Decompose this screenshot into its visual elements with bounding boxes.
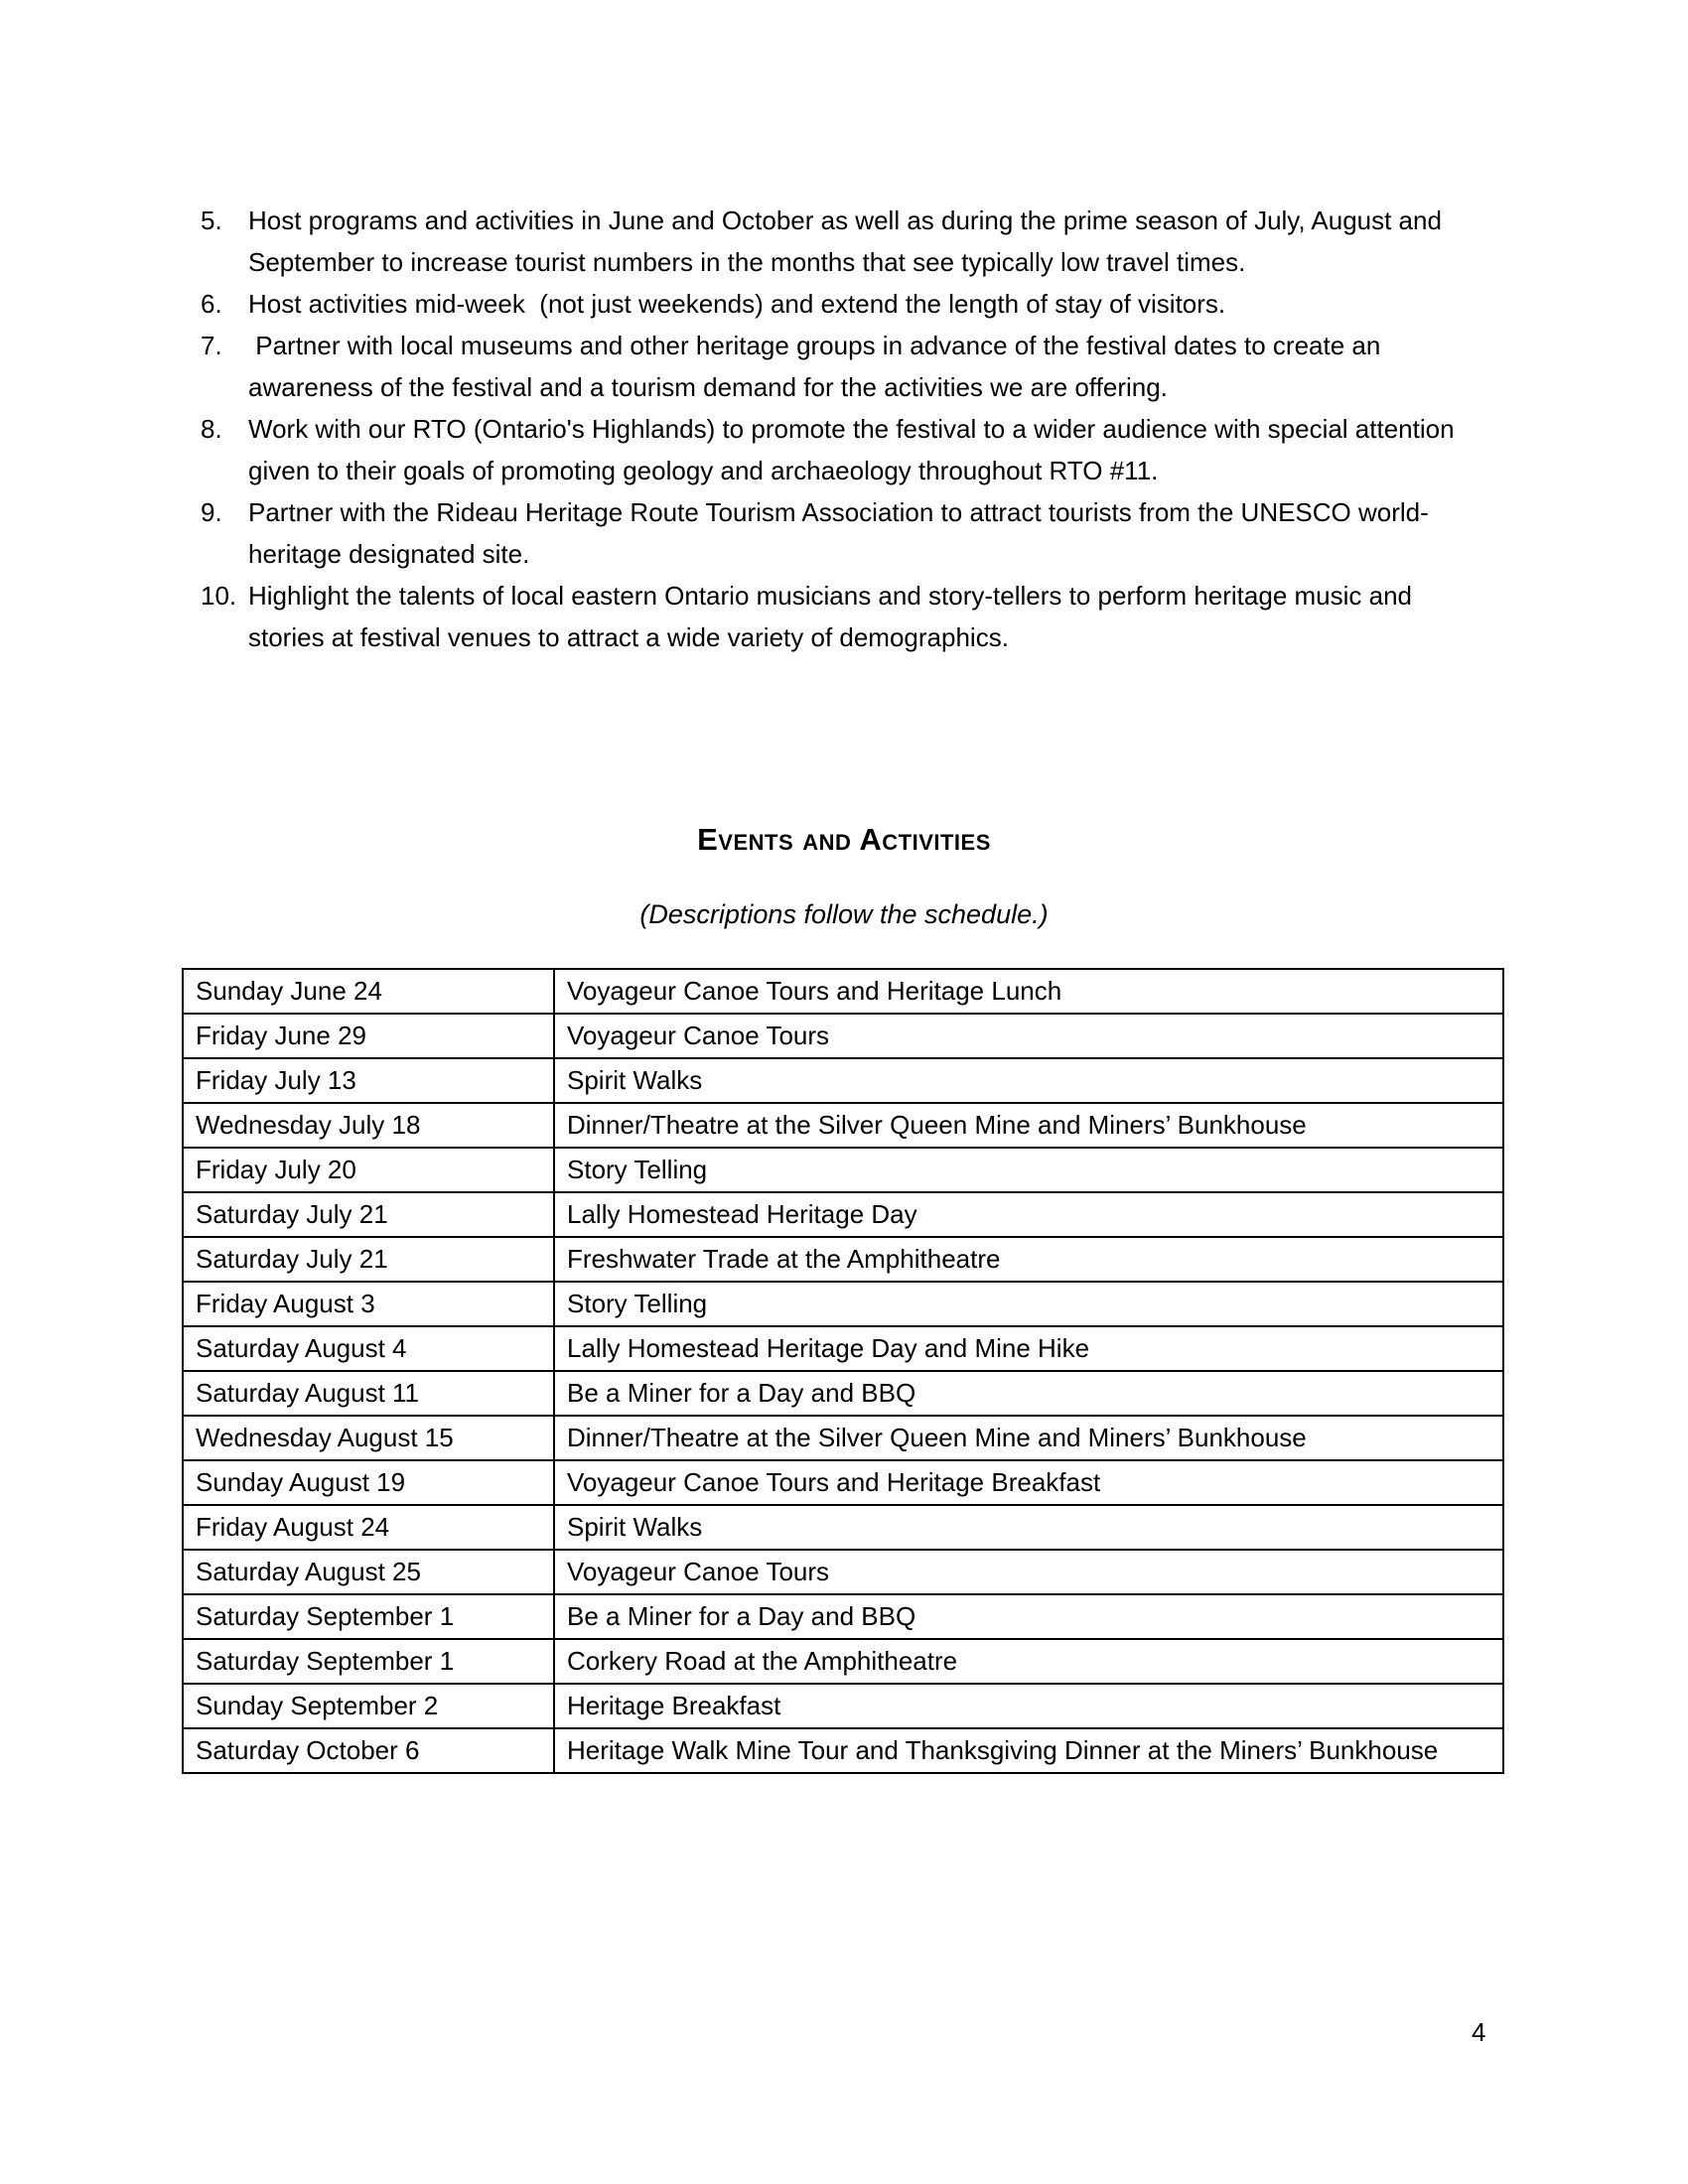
event-date-cell: Friday August 24: [183, 1505, 554, 1550]
table-row: [183, 1460, 1503, 1505]
list-item-text: Partner with the Rideau Heritage Route Tourism Association to attract tourists from the UNESCO world-heritage designated site.: [248, 497, 1429, 569]
list-item-number: 8.: [201, 414, 222, 444]
event-date-cell: Sunday September 2: [183, 1684, 554, 1728]
section-title: Events and Activities: [697, 822, 991, 857]
event-date-cell: Wednesday August 15: [183, 1416, 554, 1460]
event-title-cell: Voyageur Canoe Tours and Heritage Breakfast: [554, 1460, 1503, 1505]
table-row: [183, 969, 1503, 1014]
table-row: [183, 1505, 1503, 1550]
event-title-cell: Voyageur Canoe Tours: [554, 1550, 1503, 1594]
list-item: [201, 283, 1474, 325]
list-item: [201, 491, 1474, 575]
table-row: [183, 1639, 1503, 1684]
event-date-cell: Saturday September 1: [183, 1639, 554, 1684]
goals-list: [201, 200, 1474, 658]
list-item-text: Work with our RTO (Ontario's Highlands) to promote the festival to a wider audience with special attention given to their goals of promoting geology and archaeology throughout RTO #11.: [248, 414, 1462, 485]
list-item-text: Highlight the talents of local eastern Ontario musicians and story-tellers to perform heritage music and stories at festival venues to attract a wide variety of demographics.: [248, 581, 1420, 652]
table-row: [183, 1237, 1503, 1282]
event-title-cell: Corkery Road at the Amphitheatre: [554, 1639, 1503, 1684]
table-row: [183, 1103, 1503, 1148]
table-row: [183, 1192, 1503, 1237]
table-row: [183, 1371, 1503, 1416]
event-title-cell: Lally Homestead Heritage Day: [554, 1192, 1503, 1237]
event-date-cell: Friday August 3: [183, 1282, 554, 1326]
event-title-cell: Dinner/Theatre at the Silver Queen Mine and Miners’ Bunkhouse: [554, 1103, 1503, 1148]
table-row: [183, 1058, 1503, 1103]
event-date-cell: Friday July 20: [183, 1148, 554, 1192]
event-title-cell: Lally Homestead Heritage Day and Mine Hike: [554, 1326, 1503, 1371]
event-title-cell: Heritage Breakfast: [554, 1684, 1503, 1728]
event-date-cell: Sunday June 24: [183, 969, 554, 1014]
event-title-cell: Voyageur Canoe Tours: [554, 1014, 1503, 1058]
schedule-table-body: [183, 969, 1503, 1773]
list-item-number: 6.: [201, 289, 222, 319]
schedule-table: [182, 968, 1504, 1774]
event-title-cell: Be a Miner for a Day and BBQ: [554, 1594, 1503, 1639]
table-row: [183, 1148, 1503, 1192]
event-title-cell: Story Telling: [554, 1282, 1503, 1326]
list-item-text: Host activities mid-week (not just weekends) and extend the length of stay of visitors.: [248, 289, 1226, 319]
event-date-cell: Friday July 13: [183, 1058, 554, 1103]
event-title-cell: Heritage Walk Mine Tour and Thanksgiving Dinner at the Miners’ Bunkhouse: [554, 1728, 1503, 1773]
table-row: [183, 1684, 1503, 1728]
list-item-number: 9.: [201, 497, 222, 527]
event-date-cell: Saturday August 11: [183, 1371, 554, 1416]
event-title-cell: Spirit Walks: [554, 1505, 1503, 1550]
table-row: [183, 1416, 1503, 1460]
list-item: [201, 325, 1474, 408]
event-date-cell: Sunday August 19: [183, 1460, 554, 1505]
table-row: [183, 1728, 1503, 1773]
page-number: 4: [1472, 2017, 1486, 2047]
section-subtitle: (Descriptions follow the schedule.): [639, 899, 1049, 929]
event-date-cell: Saturday October 6: [183, 1728, 554, 1773]
table-row: [183, 1550, 1503, 1594]
list-item-number: 10.: [201, 581, 237, 611]
event-date-cell: Wednesday July 18: [183, 1103, 554, 1148]
event-date-cell: Saturday August 4: [183, 1326, 554, 1371]
table-row: [183, 1594, 1503, 1639]
event-date-cell: Saturday September 1: [183, 1594, 554, 1639]
event-date-cell: Saturday July 21: [183, 1237, 554, 1282]
list-item-number: 5.: [201, 205, 222, 235]
event-date-cell: Friday June 29: [183, 1014, 554, 1058]
event-title-cell: Story Telling: [554, 1148, 1503, 1192]
table-row: [183, 1282, 1503, 1326]
event-title-cell: Be a Miner for a Day and BBQ: [554, 1371, 1503, 1416]
event-title-cell: Voyageur Canoe Tours and Heritage Lunch: [554, 969, 1503, 1014]
list-item-text: Partner with local museums and other heritage groups in advance of the festival dates to create an awareness of the festival and a tourism demand for the activities we are offering.: [248, 331, 1388, 402]
table-row: [183, 1014, 1503, 1058]
event-date-cell: Saturday August 25: [183, 1550, 554, 1594]
event-date-cell: Saturday July 21: [183, 1192, 554, 1237]
event-title-cell: Dinner/Theatre at the Silver Queen Mine and Miners’ Bunkhouse: [554, 1416, 1503, 1460]
event-title-cell: Spirit Walks: [554, 1058, 1503, 1103]
list-item: [201, 200, 1474, 283]
list-item: [201, 575, 1474, 658]
list-item-number: 7.: [201, 331, 222, 360]
event-title-cell: Freshwater Trade at the Amphitheatre: [554, 1237, 1503, 1282]
list-item: [201, 408, 1474, 491]
table-row: [183, 1326, 1503, 1371]
list-item-text: Host programs and activities in June and October as well as during the prime season of July, August and September to increase tourist numbers in the months that see typically low travel times.: [248, 205, 1450, 277]
